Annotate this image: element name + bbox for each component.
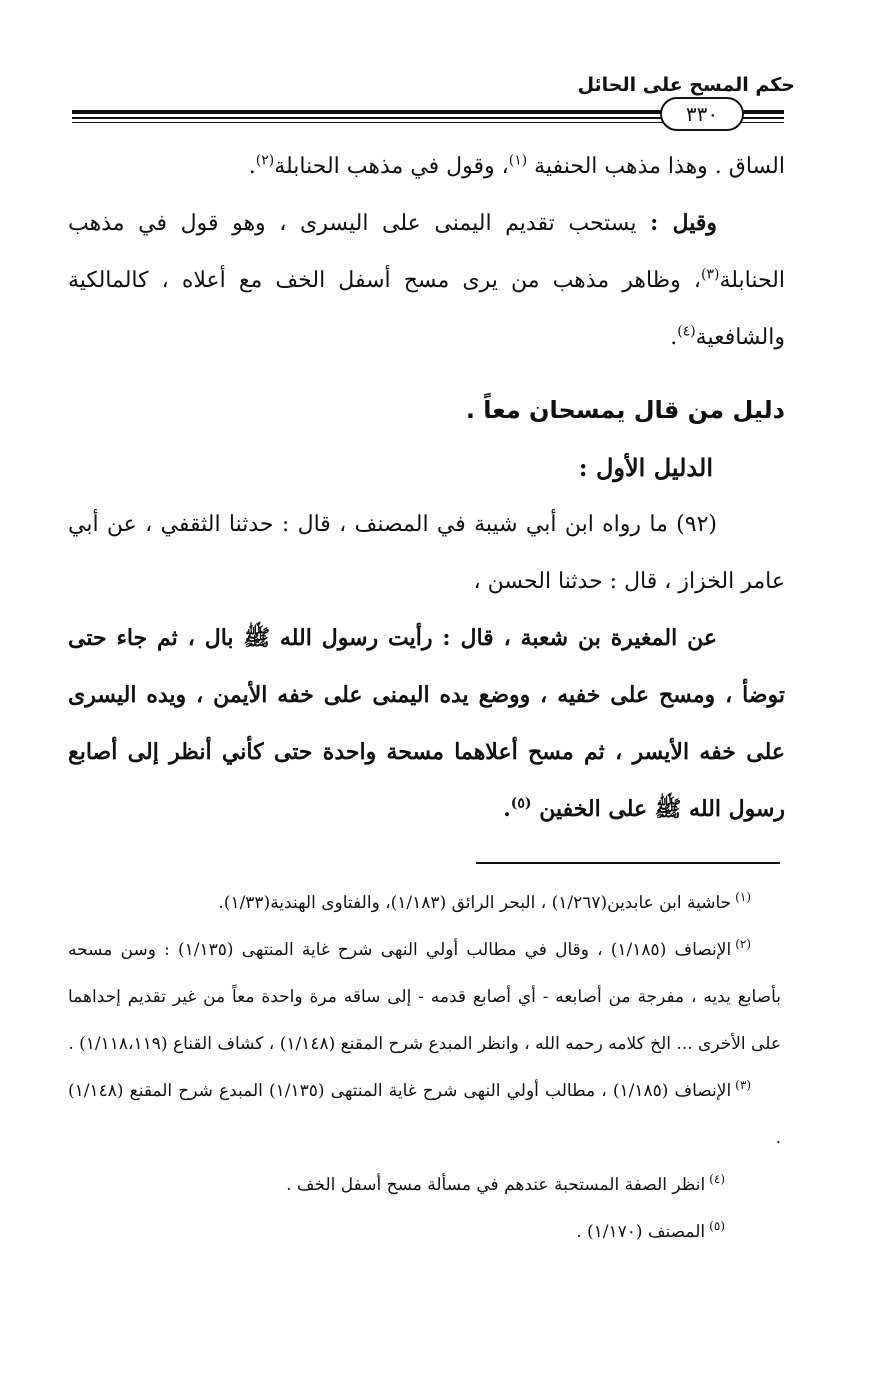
paragraph-text: ، وقول في مذهب الحنابلة (274, 154, 509, 179)
footnote-number: (٥) (709, 1219, 725, 1234)
paragraph (68, 138, 785, 195)
paragraph-text: . (670, 325, 678, 350)
footnote-ref[interactable]: (٢) (255, 152, 275, 169)
hadith-text-end: . (503, 796, 511, 822)
footnote-number: (١) (735, 890, 751, 905)
footnote-text: المصنف (١/١٧٠) . (576, 1222, 706, 1242)
footnote (68, 1068, 781, 1162)
footnote-ref[interactable]: (١) (508, 152, 528, 169)
paragraph-text: ، وظاهر مذهب من يرى مسح أسفل الخف مع أعلاه ، كالمالكية والشافعية (68, 268, 785, 350)
footnote (68, 1162, 781, 1209)
paragraph (68, 195, 785, 366)
running-title: حكم المسح على الحائل (577, 74, 795, 96)
footnote-number: (٤) (709, 1172, 725, 1187)
footnote-ref[interactable]: (٣) (700, 266, 720, 283)
hadith-text-body: عن المغيرة بن شعبة ، قال : رأيت رسول الله ﷺ بال ، ثم جاء حتى توضأ ، ومسح على خفيه ، ووضع يده اليمنى على خفه الأيمن ، ويده اليسرى على خفه الأيسر ، ثم مسح أعلاهما مسحة واحدة حتى كأني أنظر إلى أصابع رسول الله ﷺ على الخفين (68, 625, 785, 822)
paragraph: (٩٢) ما رواه ابن أبي شيبة في المصنف ، قال : حدثنا الثقفي ، عن أبي عامر الخزاز ، قال : حدثنا الحسن ، (68, 512, 785, 594)
footnote (68, 1209, 781, 1256)
paragraph-text: الساق . وهذا مذهب الحنفية (527, 154, 785, 179)
footnotes (68, 880, 781, 1256)
footnote-number: (٣) (735, 1078, 751, 1093)
footnote-ref[interactable]: (٤) (677, 323, 696, 340)
sub-heading: الدليل الأول : (578, 453, 713, 482)
footnote-text: الإنصاف (١/١٨٥) ، وقال في مطالب أولي النهى شرح غاية المنتهى (١/١٣٥) : وسن مسحه بأصابع يديه ، مفرجة من أصابعه - أي أصابع قدمه - إلى ساقه مرة واحدة معاً من غير تقديم إحداهما على الأخرى ... الخ كلامه رحمه الله ، وانظر المبدع شرح المقنع (١/١٤٨) ، كشاف القناع (١/١١٨،١١٩) . (68, 940, 781, 1054)
paragraph-text: يستحب تقديم اليمنى على اليسرى ، وهو قول في مذهب الحنابلة (68, 211, 785, 293)
footnote-divider (476, 862, 780, 864)
main-text (68, 138, 785, 838)
page-number (660, 97, 744, 131)
footnote (68, 927, 781, 1068)
paragraph-text: . (248, 154, 256, 179)
footnote-number: (٢) (735, 937, 752, 952)
page-number-text: ٣٣٠ (685, 102, 719, 126)
footnote-text: انظر الصفة المستحبة عندهم في مسألة مسح أسفل الخف . (286, 1175, 706, 1195)
paragraph-lead: وقيل : (650, 210, 717, 236)
footnote-text: الإنصاف (١/١٨٥) ، مطالب أولي النهى شرح غاية المنتهى (١/١٣٥) المبدع شرح المقنع (١/١٤٨) . (68, 1081, 781, 1148)
section-heading: دليل من قال يمسحان معاً . (465, 396, 785, 424)
footnote-ref[interactable]: (٥) (510, 795, 532, 812)
footnote (68, 880, 781, 927)
hadith-text (68, 610, 785, 838)
footnote-text: حاشية ابن عابدين(١/٢٦٧) ، البحر الرائق (١/١٨٣)، والفتاوى الهندية(١/٣٣). (218, 893, 732, 913)
